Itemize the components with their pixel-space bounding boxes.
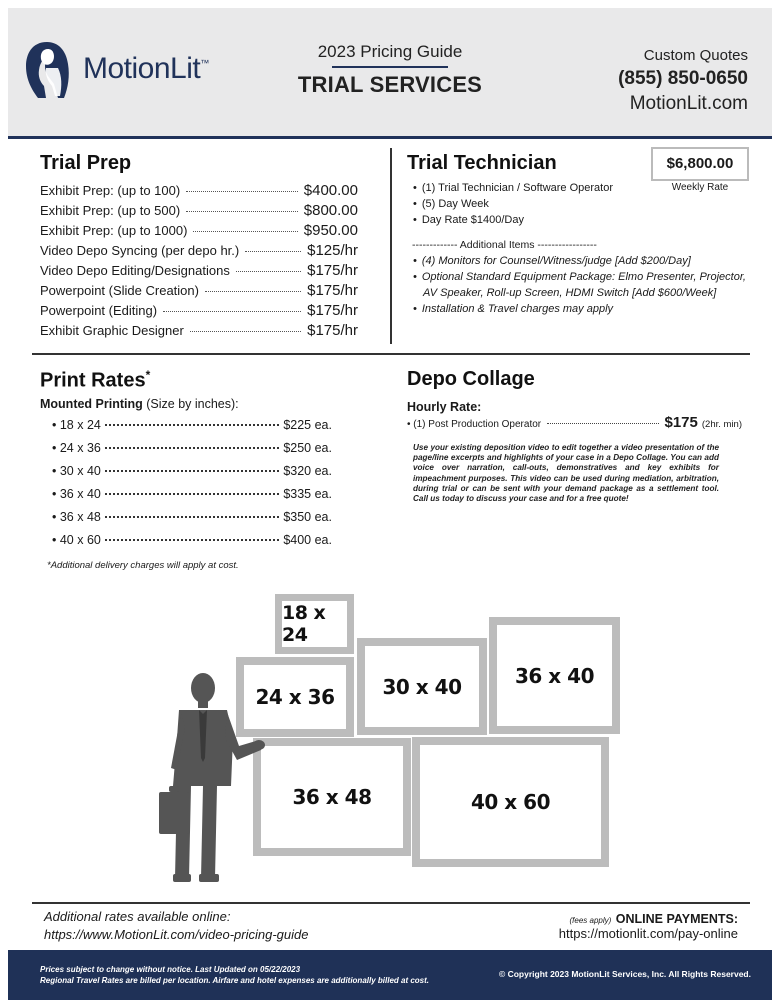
leader-dots <box>163 311 301 312</box>
frame-24x36: 24 x 36 <box>236 657 354 737</box>
depo-operator-row <box>407 414 742 431</box>
delivery-note: *Additional delivery charges will apply at cost. <box>47 560 239 571</box>
print-rate-row <box>52 464 332 484</box>
online-payments-label: ONLINE PAYMENTS: <box>615 912 738 926</box>
leader-dots <box>105 539 279 541</box>
print-rate-row <box>52 510 332 530</box>
trial-prep-item-label: Exhibit Prep: (up to 100) <box>40 183 181 198</box>
print-size-price: $400 ea. <box>283 533 332 547</box>
trial-prep-row <box>40 282 358 302</box>
vertical-divider <box>390 148 392 344</box>
footer-disclaimer-line1: Prices subject to change without notice. Last Updated on 05/22/2023 <box>40 965 301 974</box>
print-rate-row <box>52 418 332 438</box>
print-rates-subtitle <box>40 397 239 411</box>
brand-motion: Motion <box>83 52 171 85</box>
frame-40x60: 40 x 60 <box>412 737 609 867</box>
trial-prep-item-label: Exhibit Prep: (up to 1000) <box>40 223 188 238</box>
trial-prep-item-label: Exhibit Prep: (up to 500) <box>40 203 181 218</box>
trial-prep-item-label: Video Depo Syncing (per depo hr.) <box>40 243 240 258</box>
trial-prep-item-label: Powerpoint (Slide Creation) <box>40 283 199 298</box>
additional-item: • Optional Standard Equipment Package: Elmo Presenter, Projector, <box>413 269 746 285</box>
footer-disclaimer-line2: Regional Travel Rates are billed per location. Airfare and hotel expenses are additionally billed at cost. <box>40 976 430 985</box>
trial-prep-row <box>40 242 358 262</box>
print-size-label: • 36 x 48 <box>52 510 101 524</box>
trial-prep-row <box>40 182 358 202</box>
brand-lit: Lit <box>170 52 201 85</box>
technician-bullet: • (5) Day Week <box>413 196 489 212</box>
weekly-rate-label: Weekly Rate <box>671 182 729 193</box>
mounted-printing-label: Mounted Printing <box>40 397 143 411</box>
businessman-silhouette-icon <box>155 668 270 884</box>
print-size-label: • 30 x 40 <box>52 464 101 478</box>
brand-name <box>83 52 209 86</box>
leader-dots <box>105 424 279 426</box>
trial-technician-title: Trial Technician <box>407 152 557 174</box>
trial-prep-item-price: $175/hr <box>307 262 358 279</box>
leader-dots <box>186 191 298 192</box>
trial-prep-row <box>40 302 358 322</box>
depo-operator-label: • (1) Post Production Operator <box>407 419 542 430</box>
trial-prep-item-price: $125/hr <box>307 242 358 259</box>
additional-item-continued: AV Speaker, Roll-up Screen, HDMI Switch [Add $600/Week] <box>423 287 717 299</box>
leader-dots <box>193 231 297 232</box>
additional-item: • Installation & Travel charges may apply <box>413 301 613 317</box>
page-title: TRIAL SERVICES <box>297 72 483 97</box>
frame-36x40: 36 x 40 <box>489 617 620 734</box>
leader-dots <box>105 470 279 472</box>
print-rate-row <box>52 533 332 553</box>
website-link[interactable]: MotionLit.com <box>629 93 748 114</box>
leader-dots <box>245 251 301 252</box>
print-rates-title <box>40 368 150 393</box>
bottom-divider <box>32 902 750 904</box>
trial-prep-item-price: $950.00 <box>303 222 358 239</box>
trial-prep-row <box>40 262 358 282</box>
pay-online-link[interactable]: https://motionlit.com/pay-online <box>558 926 738 941</box>
trial-prep-row <box>40 322 358 342</box>
hourly-rate-label: Hourly Rate: <box>407 400 482 414</box>
guide-title-rule <box>332 66 448 68</box>
trial-prep-item-label: Exhibit Graphic Designer <box>40 323 184 338</box>
depo-operator-minimum: (2hr. min) <box>701 419 742 430</box>
leader-dots <box>190 331 301 332</box>
trial-prep-item-price: $800.00 <box>303 202 358 219</box>
trial-prep-item-price: $175/hr <box>307 322 358 339</box>
additional-rates-label: Additional rates available online: <box>44 909 231 924</box>
weekly-rate-price: $6,800.00 <box>651 147 749 181</box>
print-size-price: $335 ea. <box>283 487 332 501</box>
depo-collage-description: Use your existing deposition video to edit together a video presentation of the page/line excerpts and highlights of your case in a Depo Collage. You can add voice over narration, call-outs, demonstratives and key exhibits for impeachment purposes. This video can be used during mediation, arbitration, during trial or can be sent with your demand package as a settlement tool. Call us today to discuss your case and for a free quote! <box>413 443 719 504</box>
print-size-label: • 36 x 40 <box>52 487 101 501</box>
trial-prep-row <box>40 202 358 222</box>
frame-30x40: 30 x 40 <box>357 638 487 735</box>
depo-collage-title: Depo Collage <box>407 368 535 390</box>
size-by-inches-label: (Size by inches): <box>142 397 239 411</box>
print-size-price: $320 ea. <box>283 464 332 478</box>
fees-apply-note: (fees apply) <box>569 916 612 925</box>
footer-copyright: © Copyright 2023 MotionLit Services, Inc. All Rights Reserved. <box>498 969 751 979</box>
guide-year: 2023 Pricing Guide <box>317 42 463 61</box>
print-rates-title-text: Print Rates <box>40 369 146 392</box>
pricing-guide-link[interactable]: https://www.MotionLit.com/video-pricing-guide <box>44 927 309 942</box>
print-size-price: $250 ea. <box>283 441 332 455</box>
trial-prep-item-price: $175/hr <box>307 282 358 299</box>
leader-dots <box>105 516 279 518</box>
frame-36x48: 36 x 48 <box>253 738 411 856</box>
section-divider <box>32 353 750 355</box>
trial-prep-item-price: $175/hr <box>307 302 358 319</box>
trial-prep-title: Trial Prep <box>40 152 132 174</box>
frame-18x24: 18 x 24 <box>275 594 354 654</box>
print-rate-row <box>52 487 332 507</box>
trial-prep-row <box>40 222 358 242</box>
leader-dots <box>547 423 658 424</box>
custom-quotes-label: Custom Quotes <box>643 47 748 64</box>
additional-item: • (4) Monitors for Counsel/Witness/judge [Add $200/Day] <box>413 253 691 269</box>
technician-bullet: • (1) Trial Technician / Software Operator <box>413 180 613 196</box>
trial-prep-item-label: Video Depo Editing/Designations <box>40 263 230 278</box>
print-size-label: • 18 x 24 <box>52 418 101 432</box>
phone-number[interactable]: (855) 850-0650 <box>618 68 748 89</box>
technician-bullet: • Day Rate $1400/Day <box>413 212 524 228</box>
additional-items-heading: ------------- Additional Items ----------------- <box>412 239 597 251</box>
trial-prep-item-label: Powerpoint (Editing) <box>40 303 158 318</box>
brand-trademark: ™ <box>200 58 209 68</box>
print-size-price: $350 ea. <box>283 510 332 524</box>
leader-dots <box>105 447 279 449</box>
leader-dots <box>105 493 279 495</box>
motionlit-logo-icon <box>24 40 70 100</box>
leader-dots <box>186 211 298 212</box>
print-size-price: $225 ea. <box>283 418 332 432</box>
depo-operator-price: $175 <box>664 414 698 431</box>
print-rate-row <box>52 441 332 461</box>
leader-dots <box>205 291 301 292</box>
print-rates-asterisk: * <box>145 368 151 382</box>
trial-prep-item-price: $400.00 <box>303 182 358 199</box>
print-size-label: • 40 x 60 <box>52 533 101 547</box>
leader-dots <box>236 271 301 272</box>
print-size-label: • 24 x 36 <box>52 441 101 455</box>
